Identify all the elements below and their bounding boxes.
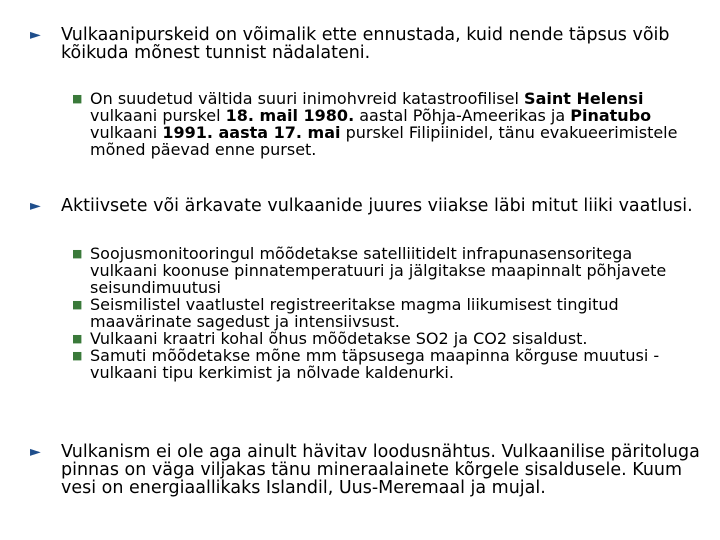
bullet-3-text: Vulkanism ei ole aga ainult hävitav loodusnähtus. Vulkaanilise päritoluga pinnas on väga viljakas tänu mineraalainete kõrgele sisaldusele. Kuum vesi on energiaallikaks Islandil, Uus-Meremaal ja mujal.	[61, 442, 700, 498]
square-bullet-icon: ■	[72, 247, 83, 260]
sub-item-2-3	[72, 330, 702, 347]
square-bullet-icon: ■	[72, 332, 83, 345]
sub-item-text: Seismilistel vaatlustel registreeritakse magma liikumisest tingitud maavärinate sagedust ja intensiivsust.	[90, 295, 619, 331]
sub-list-1	[72, 90, 702, 158]
bullet-1	[30, 26, 700, 62]
sub-item-text: Samuti mõõdetakse mõne mm täpsusega maapinna kõrguse muutusi - vulkaani tipu kerkimist ja nõlvade kaldenurki.	[90, 346, 660, 382]
sub-item-text: Soojusmonitooringul mõõdetakse satelliitidelt infrapunasensoritega vulkaani koonuse pinnatemperatuuri ja jälgitakse maapinnalt põhjavete seisundimuutusi	[90, 244, 667, 297]
bullet-3	[30, 443, 700, 497]
sub-item-1-text: On suudetud vältida suuri inimohvreid katastroofilisel Saint Helensi vulkaani purskel 18. mail 1980. aastal Põhja-Ameerikas ja Pinatubo vulkaani 1991. aasta 17. mai purskel Filipiinidel, tänu evakueerimistele mõned päevad enne purset.	[90, 89, 678, 159]
square-bullet-icon: ■	[72, 92, 83, 105]
sub-item-2-4	[72, 347, 702, 381]
arrow-bullet-icon: ►	[30, 444, 41, 460]
arrow-bullet-icon: ►	[30, 27, 41, 43]
bullet-2	[30, 197, 700, 215]
square-bullet-icon: ■	[72, 298, 83, 311]
bullet-2-text: Aktiivsete või ärkavate vulkaanide juures viiakse läbi mitut liiki vaatlusi.	[61, 196, 693, 216]
sub-item-2-1	[72, 245, 702, 296]
sub-item-2-2	[72, 296, 702, 330]
sub-list-2	[72, 245, 702, 381]
sub-item-text: Vulkaani kraatri kohal õhus mõõdetakse SO2 ja CO2 sisaldust.	[90, 329, 588, 348]
square-bullet-icon: ■	[72, 349, 83, 362]
bullet-1-text: Vulkaanipurskeid on võimalik ette ennustada, kuid nende täpsus võib kõikuda mõnest tunnist nädalateni.	[61, 25, 670, 63]
arrow-bullet-icon: ►	[30, 198, 41, 214]
sub-item-1	[72, 90, 702, 158]
